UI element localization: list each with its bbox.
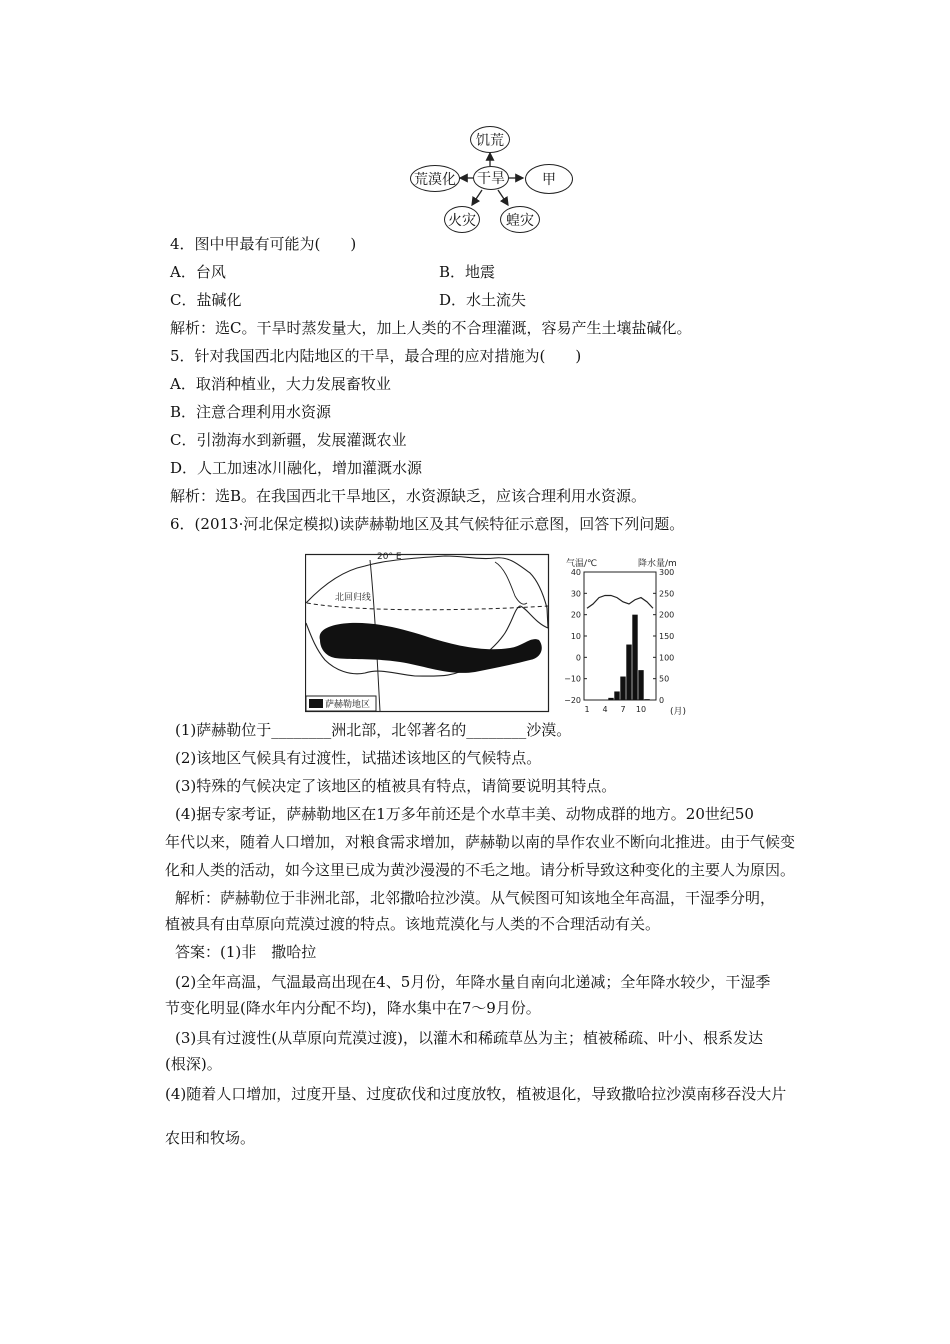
month-tick-label: 1 [584,705,590,714]
temp-tick-label: −10 [564,674,581,684]
diagram-node-drought: 干旱 [473,166,509,190]
map-tropic-label: 北回归线 [335,593,372,603]
x-axis-unit: (月) [670,707,687,717]
q6-answer2-line1: (2)全年高温，气温最高出现在4、5月份，年降水量自南向北递减；全年降水较少，干湿季 [175,973,771,991]
q4-option-c: C．盐碱化 [170,291,242,309]
q6-part4-line1: (4)据专家考证，萨赫勒地区在1万多年前还是个水草丰美、动物成群的地方。20世纪50 [175,805,754,823]
q6-answer4-line1: (4)随着人口增加，过度开垦、过度砍伐和过度放牧，植被退化，导致撒哈拉沙漠南移吞没大片 [165,1085,787,1103]
month-tick-label: 10 [635,705,647,714]
precip-tick-label: 0 [659,696,665,705]
q6-part1: (1)萨赫勒位于________洲北部，北邻著名的________沙漠。 [175,721,572,739]
chart-frame [584,572,656,700]
precip-bar [644,699,649,700]
q6-analysis-line2: 植被具有由草原向荒漠过渡的特点。该地荒漠化与人类的不合理活动有关。 [165,915,661,933]
temp-tick-label: 40 [570,568,581,577]
precip-bar [626,645,631,700]
q6-answer-head: 答案：(1)非 撒哈拉 [175,943,317,961]
q5-option-d: D．人工加速冰川融化，增加灌溉水源 [170,459,423,477]
map-legend-label: 萨赫勒地区 [325,700,371,710]
q5-option-b: B．注意合理利用水资源 [170,403,332,421]
q5-stem: 5．针对我国西北内陆地区的干旱，最合理的应对措施为( ) [170,347,582,365]
q4-option-d: D．水土流失 [439,291,527,309]
precip-tick-label: 250 [659,589,675,599]
q6-answer3-line1: (3)具有过渡性(从草原向荒漠过渡)，以灌木和稀疏草丛为主；植被稀疏、叶小、根系发达 [175,1029,763,1047]
diagram-node-locust: 蝗灾 [500,206,540,233]
q4-option-a: A．台风 [170,263,226,281]
q6-answer2-line2: 节变化明显(降水年内分配不均)，降水集中在7～9月份。 [165,999,541,1017]
precip-tick-label: 300 [659,568,675,577]
q5-analysis: 解析：选B。在我国西北干旱地区，水资源缺乏，应该合理利用水资源。 [170,487,647,505]
q4-analysis: 解析：选C。干旱时蒸发量大，加上人类的不合理灌溉，容易产生土壤盐碱化。 [170,319,692,337]
q6-part3: (3)特殊的气候决定了该地区的植被具有特点，请简要说明其特点。 [175,777,617,795]
temp-tick-label: −20 [564,696,581,705]
q5-option-c: C．引渤海水到新疆，发展灌溉农业 [170,431,407,449]
diagram-node-fire: 火灾 [444,206,480,233]
temp-tick-label: 30 [570,589,581,599]
diagram-node-jia: 甲 [525,164,573,194]
precip-bar [614,691,619,700]
precip-tick-label: 100 [659,653,675,663]
q6-part4-line3: 化和人类的活动，如今这里已成为黄沙漫漫的不毛之地。请分析导致这种变化的主要人为原因。 [165,861,796,879]
precip-bar [638,670,643,700]
month-tick-label: 4 [602,705,608,714]
precip-bar [620,677,625,700]
q6-part4-line2: 年代以来，随着人口增加，对粮食需求增加，萨赫勒以南的旱作农业不断向北推进。由于气候变 [165,833,796,851]
temperature-line [587,595,653,608]
climate-chart [560,548,690,718]
precip-tick-label: 50 [659,674,670,684]
map-meridian-label: 20° E [377,552,402,562]
q4-option-b: B．地震 [439,263,496,281]
precip-tick-label: 150 [659,632,675,641]
temp-tick-label: 20 [570,610,581,620]
precip-bar [608,698,613,700]
temp-axis-label: 气温/℃ [566,559,598,569]
q6-answer4-line2: 农田和牧场。 [165,1129,256,1147]
month-tick-label: 7 [620,705,626,714]
q6-stem: 6．(2013·河北保定模拟)读萨赫勒地区及其气候特征示意图，回答下列问题。 [170,515,685,533]
temp-tick-label: 0 [575,653,581,663]
diagram-node-famine: 饥荒 [470,126,510,153]
q6-part2: (2)该地区气候具有过渡性，试描述该地区的气候特点。 [175,749,542,767]
temp-tick-label: 10 [570,632,581,641]
precip-tick-label: 200 [659,610,675,620]
q6-answer3-line2: (根深)。 [165,1055,222,1073]
q6-analysis-line1: 解析：萨赫勒位于非洲北部，北邻撒哈拉沙漠。从气候图可知该地全年高温，干湿季分明， [175,889,776,907]
sahel-map [305,548,550,713]
precip-axis-label: 降水量/m [638,559,677,569]
precip-bar [632,615,637,700]
q5-option-a: A．取消种植业，大力发展畜牧业 [170,375,391,393]
diagram-node-desertification: 荒漠化 [410,165,460,192]
q4-stem: 4．图中甲最有可能为( ) [170,235,357,253]
map-legend-swatch [309,699,323,708]
